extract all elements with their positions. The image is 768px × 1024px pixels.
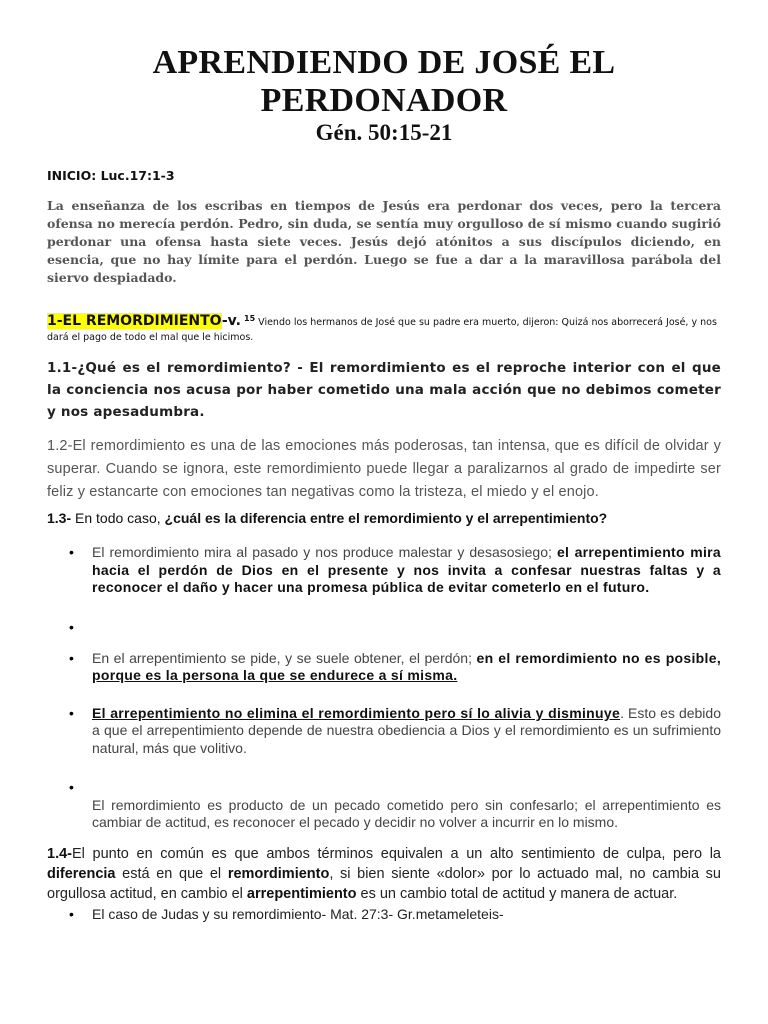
- list-item: [47, 906, 721, 924]
- bullet-icon: •: [69, 779, 74, 796]
- bullet-icon: •: [69, 704, 74, 721]
- bullet-icon: •: [69, 618, 74, 635]
- verse-number: 15: [244, 314, 256, 323]
- page-title: [47, 44, 721, 120]
- verse-text: Viendo los hermanos de José que su padre era muerto, dijeron: Quizá nos aborrecerá José, y nos dará el pago de todo el mal que le hicimos.: [47, 317, 717, 344]
- list-item: [47, 619, 721, 636]
- title-line-1: APRENDIENDO DE JOSÉ EL: [152, 44, 616, 81]
- list-item: [47, 650, 721, 685]
- bullet-1-bold: el arrepentimiento mira hacia el perdón de Dios en el presente y nos invita a confesar nuestras faltas y a reconocer el daño y hacer una promesa pública de evitar cometerlo en el futuro.: [92, 544, 721, 596]
- bullet-list: [47, 544, 721, 832]
- p14-text-3: , si bien siente «dolor» por lo actuado mal, no cambia su orgullosa actitud, en cambio el: [47, 865, 721, 902]
- p14-word-diferencia: diferencia: [47, 865, 116, 882]
- bullet-4-bold: El arrepentimiento no elimina el remordimiento pero sí lo alivia y disminuye: [92, 704, 621, 721]
- bullet-icon: •: [69, 544, 74, 561]
- verse-label: -v.: [221, 313, 241, 330]
- scripture-reference: Gén. 50:15-21: [315, 120, 453, 145]
- p13-number: 1.3-: [47, 510, 72, 527]
- p13-question: ¿cuál es la diferencia entre el remordimiento y el arrepentimiento?: [164, 510, 608, 527]
- list-item: [47, 544, 721, 597]
- bullet-3-text: En el arrepentimiento se pide, y se suele obtener, el perdón;: [92, 649, 477, 666]
- p14-word-remordimiento: remordimiento: [227, 865, 330, 882]
- section-1-title: 1-EL REMORDIMIENTO: [47, 313, 222, 330]
- bullet-5-text: El remordimiento es producto de un pecado cometido pero sin confesarlo; el arrepentimiento es cambiar de actitud, es reconocer el pecado y decidir no volver a incurrir en lo mismo.: [92, 796, 721, 831]
- paragraph-1-3: [47, 508, 721, 528]
- paragraph-1-4: [47, 844, 721, 904]
- bullet-list-2: [47, 906, 721, 924]
- p13-text: En todo caso,: [71, 510, 165, 527]
- inicio-heading: INICIO: Luc.17:1-3: [47, 168, 175, 183]
- paragraph-1-1: 1.1-¿Qué es el remordimiento? - El remordimiento es el reproche interior con el que la conciencia nos acusa por haber cometido una mala acción que no debimos cometer y nos apesadumbra.: [47, 360, 721, 421]
- bullet-4-text: . Esto es debido a que el arrepentimiento depende de nuestra obediencia a Dios y el remordimiento es un sufrimiento natural, más que volitivo.: [92, 704, 721, 756]
- bullet-icon: •: [69, 649, 74, 666]
- bullet-3-bold: en el remordimiento no es posible: [476, 649, 717, 666]
- title-line-2: PERDONADOR: [260, 82, 508, 119]
- p14-number: 1.4-: [47, 845, 72, 862]
- bullet-1-text: El remordimiento mira al pasado y nos produce malestar y desasosiego;: [92, 544, 557, 561]
- bullet-3-underlined: , porque es la persona la que se endurece a sí misma.: [92, 649, 722, 684]
- bullet-6-text: El caso de Judas y su remordimiento- Mat. 27:3- Gr.metameleteis-: [92, 905, 504, 922]
- p14-text-2: está en que el: [115, 865, 228, 882]
- p14-word-arrepentimiento: arrepentimiento: [246, 885, 357, 902]
- bullet-icon: •: [69, 905, 74, 922]
- list-item: [47, 779, 721, 832]
- paragraph-1-2: 1.2-El remordimiento es una de las emociones más poderosas, tan intensa, que es difícil de olvidar y superar. Cuando se ignora, este remordimiento puede llegar a paralizarnos al grado de impedirte ser feliz y estancarte con emociones tan negativas como la tristeza, el miedo y el enojo.: [47, 438, 721, 501]
- p14-text-4: es un cambio total de actitud y manera de actuar.: [356, 885, 678, 902]
- p14-text-1: El punto en común es que ambos términos equivalen a un alto sentimiento de culpa, pero la: [72, 845, 721, 862]
- section-1-heading: [47, 311, 721, 345]
- intro-paragraph: La enseñanza de los escribas en tiempos de Jesús era perdonar dos veces, pero la tercera ofensa no merecía perdón. Pedro, sin duda, se sentía muy orgulloso de sí mismo cuando sugirió perdonar una ofensa hasta siete veces. Jesús dejó atónitos a sus discípulos diciendo, en esencia, que no hay límite para el perdón. Luego se fue a dar a la maravillosa parábola del siervo despiadado.: [47, 198, 721, 285]
- list-item: [47, 705, 721, 758]
